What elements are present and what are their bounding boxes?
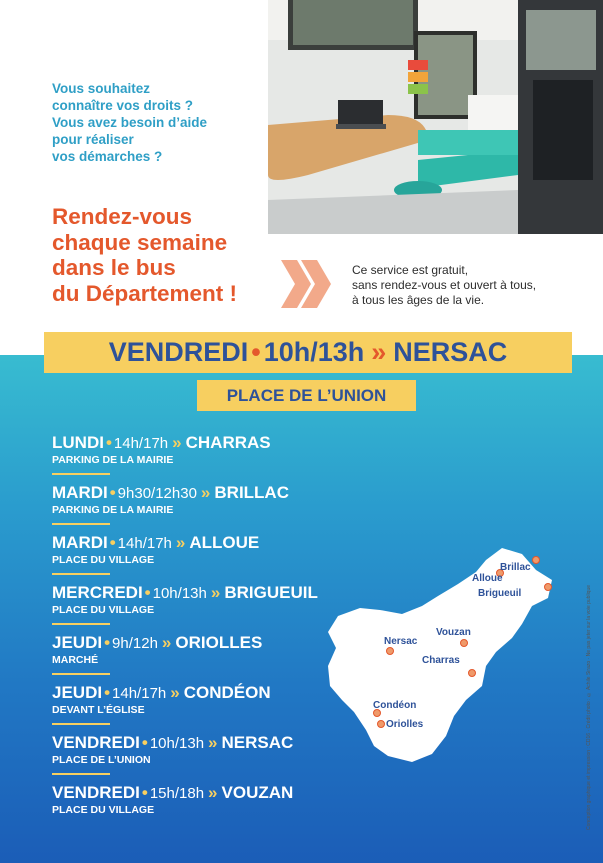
- schedule-entry: [52, 533, 372, 583]
- schedule-list: [52, 433, 372, 833]
- nersac-marker: [387, 648, 394, 655]
- bullet-separator: •: [109, 533, 116, 552]
- map-label-vouzan: Vouzan: [436, 627, 471, 638]
- arrow-separator: »: [208, 783, 218, 802]
- intro-questions: [52, 80, 252, 165]
- map-label-nersac: Nersac: [384, 636, 418, 647]
- bullet-separator: •: [104, 683, 111, 702]
- map-label-condeon: Condéon: [373, 700, 417, 711]
- map-label-brigueuil: Brigueuil: [478, 588, 522, 599]
- entry-divider: [52, 573, 110, 575]
- entry-place: PARKING DE LA MAIRIE: [52, 504, 174, 516]
- entry-divider: [52, 773, 110, 775]
- arrow-separator: »: [161, 633, 172, 652]
- credits-text: Conception graphique et impression : CD16 · Crédit photo : © Achile Sirazo · Ne pas jeter sur la voie publique: [586, 584, 592, 830]
- entry-day: VENDREDI: [52, 783, 140, 802]
- entry-time: 10h/13h: [152, 585, 207, 602]
- brigueuil-marker: [545, 584, 552, 591]
- bullet-separator: •: [144, 583, 151, 602]
- question-line: connaître vos droits ?: [52, 98, 194, 113]
- double-chevron-icon: [279, 258, 335, 310]
- entry-place: PLACE DU VILLAGE: [52, 804, 155, 816]
- arrow-separator: »: [172, 433, 182, 452]
- service-line: sans rendez-vous et ouvert à tous,: [352, 278, 537, 292]
- featured-day: VENDREDI: [108, 337, 249, 367]
- featured-place-banner: [197, 380, 416, 411]
- entry-divider: [52, 523, 110, 525]
- entry-day: LUNDI: [52, 433, 104, 452]
- question-line: Vous souhaitez: [52, 81, 151, 96]
- bullet-separator: •: [105, 433, 112, 452]
- service-line: à tous les âges de la vie.: [352, 293, 485, 307]
- entry-time: 10h/13h: [149, 735, 205, 752]
- entry-place: DEVANT L’ÉGLISE: [52, 704, 145, 716]
- entry-time: 14h/17h: [113, 435, 169, 452]
- entry-divider: [52, 673, 110, 675]
- entry-town: BRILLAC: [214, 483, 289, 502]
- bullet-separator: •: [141, 783, 148, 802]
- entry-day: MARDI: [52, 533, 108, 552]
- entry-town: ALLOUE: [189, 533, 260, 552]
- entry-day: JEUDI: [52, 633, 103, 652]
- featured-banner: [44, 332, 572, 373]
- entry-day: VENDREDI: [52, 733, 140, 752]
- schedule-entry: [52, 583, 372, 633]
- entry-place: PLACE DU VILLAGE: [52, 554, 155, 566]
- featured-town: NERSAC: [393, 337, 508, 367]
- entry-town: CHARRAS: [185, 433, 271, 452]
- entry-town: NERSAC: [221, 733, 294, 752]
- schedule-entry: [52, 733, 372, 783]
- featured-time: 10h/13h: [263, 337, 365, 367]
- entry-town: ORIOLLES: [175, 633, 263, 652]
- entry-time: 9h/12h: [112, 635, 158, 652]
- headline-line: dans le bus: [52, 255, 176, 280]
- schedule-entry: [52, 683, 372, 733]
- entry-place: PARKING DE LA MAIRIE: [52, 454, 174, 466]
- vouzan-marker: [461, 640, 468, 647]
- entry-town: CONDÉON: [183, 683, 271, 702]
- headline-line: Rendez-vous: [52, 204, 193, 229]
- entry-day: MERCREDI: [52, 583, 143, 602]
- question-line: pour réaliser: [52, 132, 134, 147]
- charente-map: [326, 540, 556, 765]
- headline-line: chaque semaine: [52, 229, 228, 255]
- arrow-separator: »: [208, 733, 218, 752]
- entry-town: BRIGUEUIL: [224, 583, 318, 602]
- map-label-charras: Charras: [422, 655, 460, 666]
- map-label-alloue: Alloue: [472, 573, 503, 584]
- schedule-entry: [52, 483, 372, 533]
- bullet-separator: •: [251, 337, 261, 367]
- entry-divider: [52, 623, 110, 625]
- schedule-entry: [52, 433, 372, 483]
- headline-line: du Département !: [52, 280, 238, 306]
- entry-place: PLACE DE L’UNION: [52, 754, 151, 766]
- bullet-separator: •: [141, 733, 148, 752]
- arrow-separator: »: [175, 533, 186, 552]
- entry-divider: [52, 473, 110, 475]
- arrow-separator: »: [200, 483, 211, 502]
- charras-marker: [469, 670, 476, 677]
- question-line: Vous avez besoin d’aide: [52, 115, 208, 130]
- headline: [52, 204, 237, 306]
- entry-place: PLACE DU VILLAGE: [52, 604, 155, 616]
- schedule-entry: [52, 633, 372, 683]
- bus-interior-photo: [268, 0, 603, 234]
- entry-place: MARCHÉ: [52, 654, 99, 666]
- entry-time: 9h30/12h30: [117, 485, 197, 502]
- bullet-separator: •: [109, 483, 116, 502]
- oriolles-marker: [378, 721, 385, 728]
- arrow-separator: »: [371, 337, 387, 367]
- map-label-oriolles: Oriolles: [386, 719, 424, 730]
- brillac-marker: [533, 557, 540, 564]
- entry-time: 14h/17h: [117, 535, 172, 552]
- entry-time: 14h/17h: [112, 685, 167, 702]
- arrow-separator: »: [170, 683, 180, 702]
- entry-town: VOUZAN: [221, 783, 294, 802]
- question-line: vos démarches ?: [52, 149, 163, 164]
- featured-place: PLACE DE L’UNION: [226, 385, 387, 405]
- entry-day: JEUDI: [52, 683, 103, 702]
- entry-day: MARDI: [52, 483, 108, 502]
- bullet-separator: •: [104, 633, 111, 652]
- arrow-separator: »: [210, 583, 221, 602]
- entry-time: 15h/18h: [149, 785, 205, 802]
- entry-divider: [52, 723, 110, 725]
- schedule-entry: [52, 783, 372, 833]
- map-label-brillac: Brillac: [500, 562, 531, 573]
- service-description: [352, 263, 536, 308]
- service-line: Ce service est gratuit,: [352, 263, 469, 277]
